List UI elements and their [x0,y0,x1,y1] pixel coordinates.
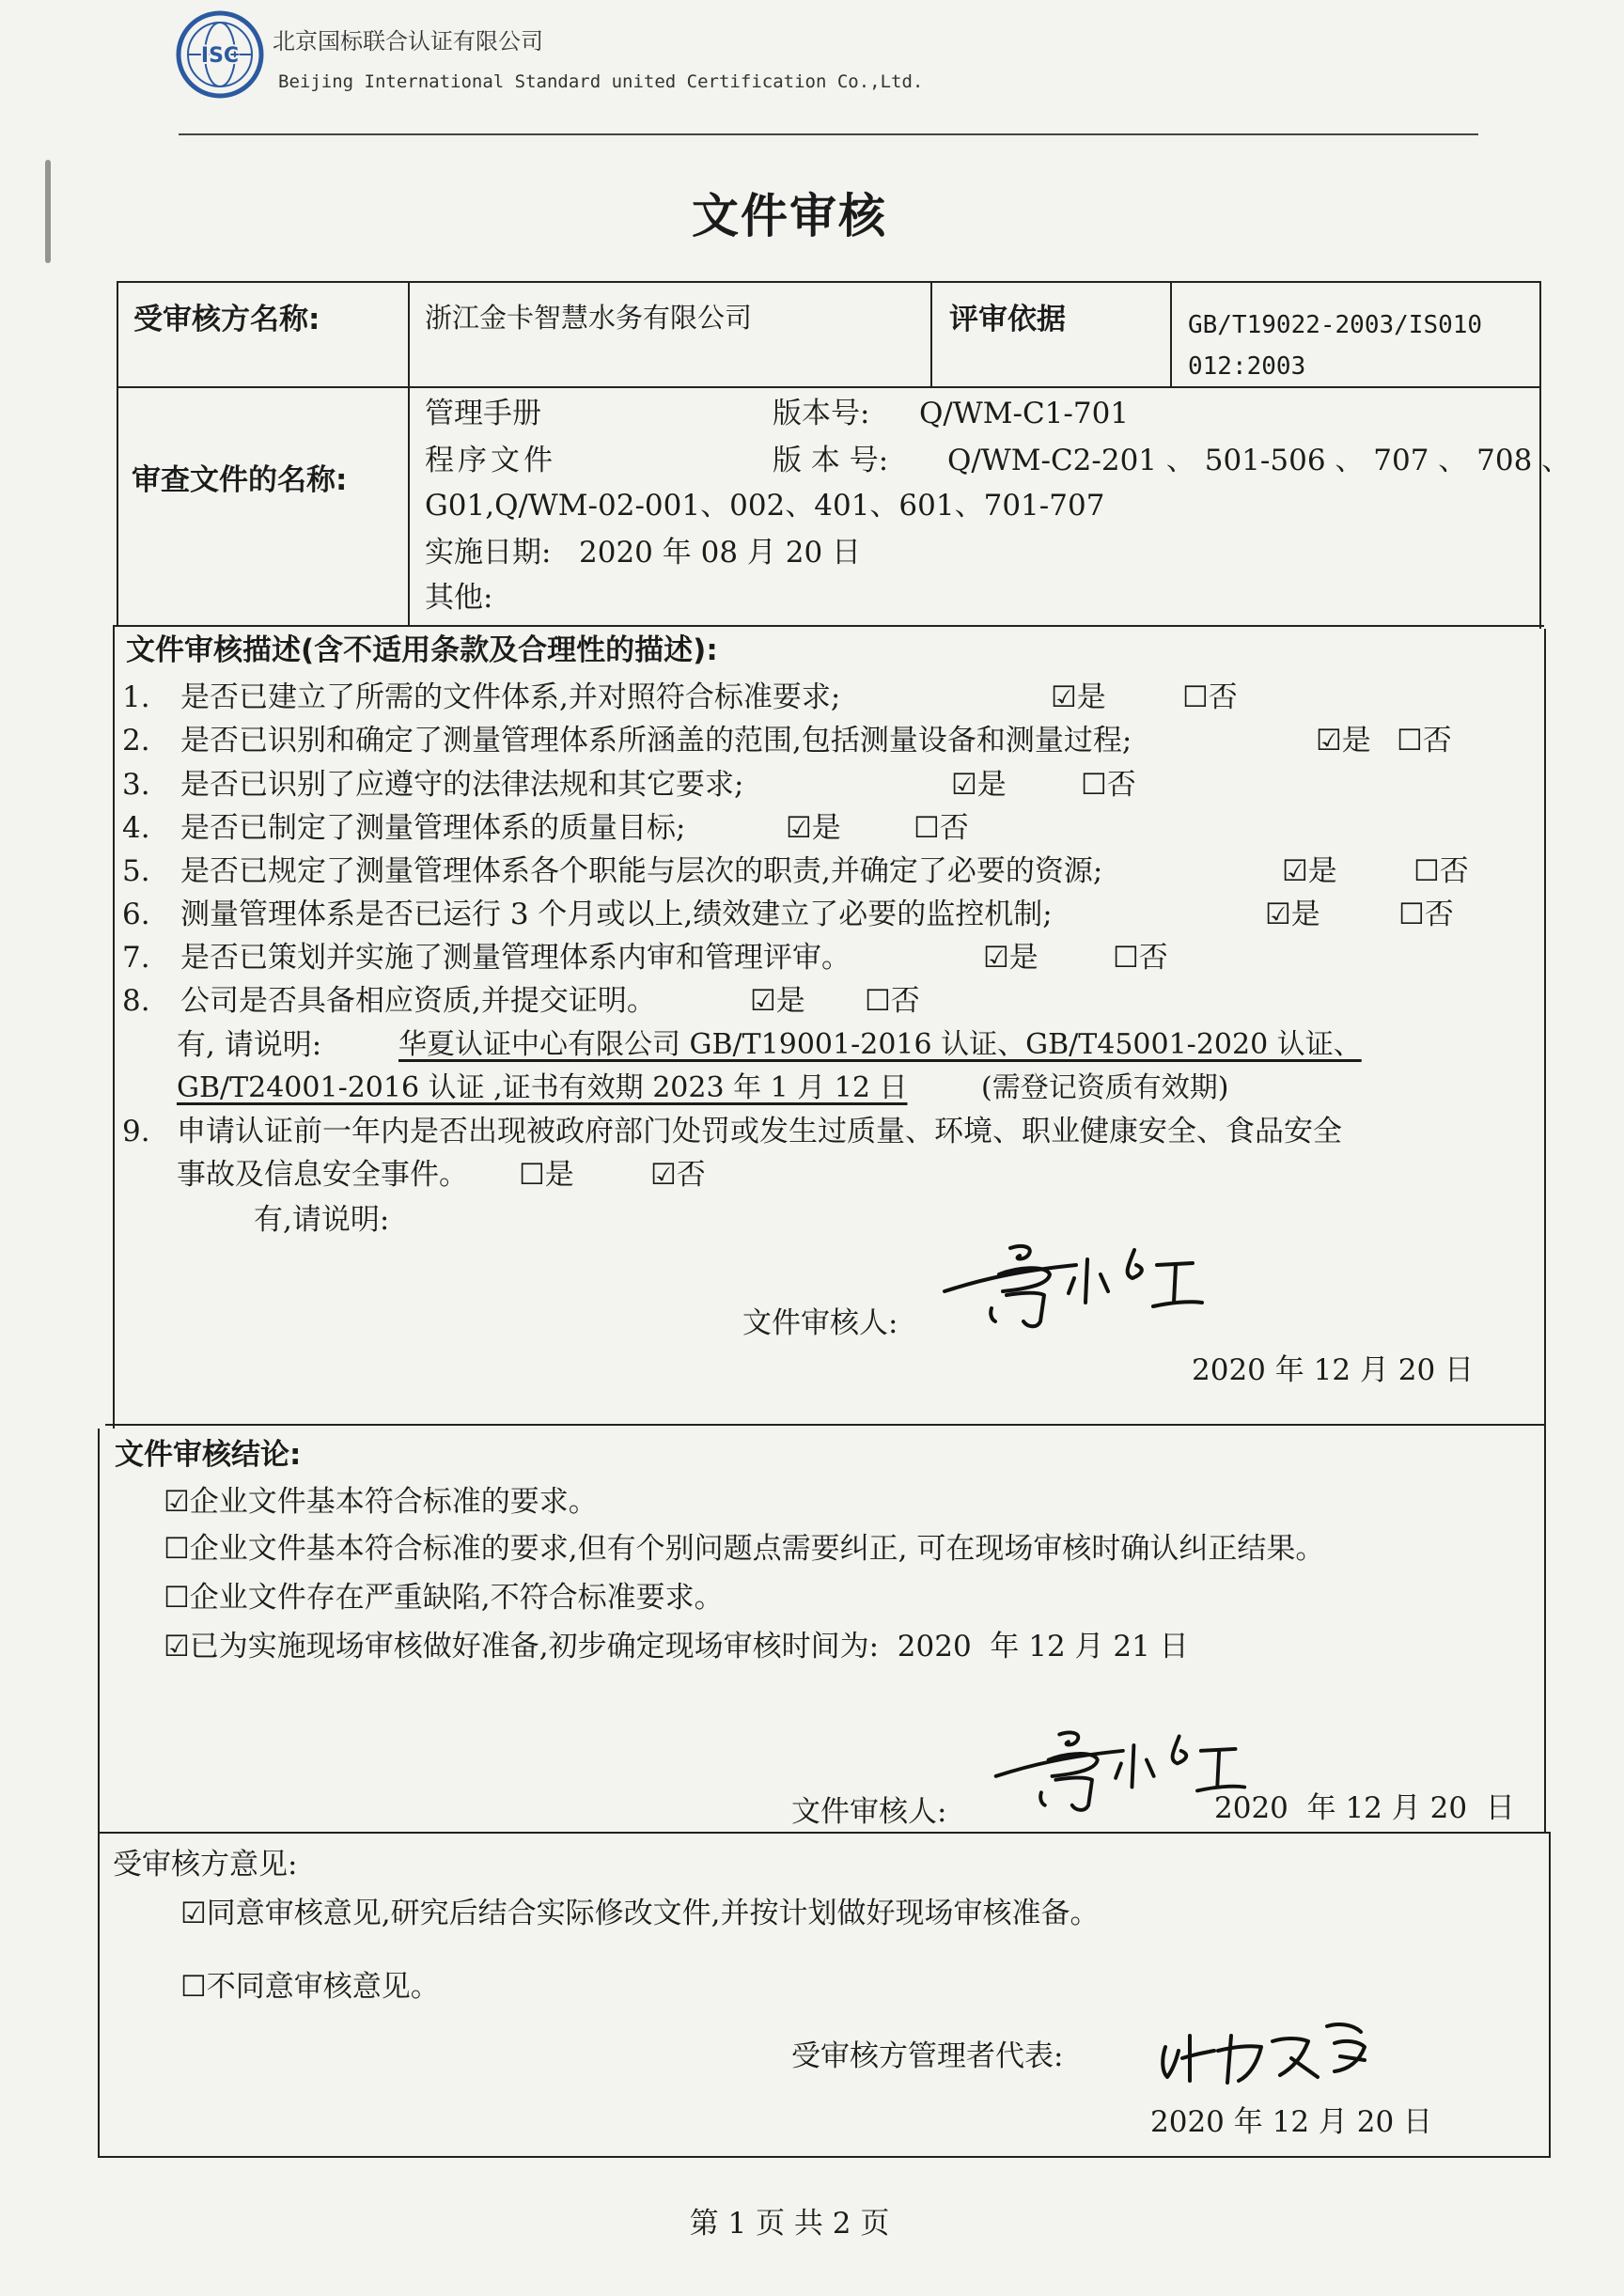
item-number: 6. [122,898,150,931]
procedure-label: 程序文件 [425,444,556,477]
header-divider [179,133,1478,135]
checkbox-no[interactable]: ☐否 [1398,898,1454,931]
review-basis-label: 评审依据 [949,303,1066,336]
manual-version-value: Q/WM-C1-701 [919,397,1130,430]
document-title: 文件审核 [692,189,887,243]
table-border-right-lower [1549,1832,1551,2156]
auditee-opinion-agree[interactable]: ☑同意审核意见,研究后结合实际修改文件,并按计划做好现场审核准备。 [180,1897,1100,1930]
effective-date: 实施日期: 2020 年 08 月 20 日 [425,536,862,570]
table-border-left-upper [117,281,118,625]
item-number: 3. [122,768,150,802]
checkbox-yes[interactable]: ☑是 [1316,724,1371,758]
reviewer-signature-2 [987,1722,1250,1825]
table-border-bottom [98,2156,1551,2158]
item9-line-2: 事故及信息安全事件。 [177,1158,468,1192]
item9-checkbox-no[interactable]: ☑否 [650,1158,706,1192]
table-border-left-lower [98,1429,100,2157]
item-text: 测量管理体系是否已运行 3 个月或以上,绩效建立了必要的监控机制; [180,898,1053,931]
auditee-opinion-heading: 受审核方意见: [113,1848,298,1882]
item-text: 公司是否具备相应资质,并提交证明。 [180,984,656,1018]
procedure-version-label: 版 本 号: [773,444,889,477]
reviewer-signature [935,1237,1208,1340]
item-text: 是否已制定了测量管理体系的质量目标; [180,811,686,845]
conclusion-option-3[interactable]: ☐企业文件存在严重缺陷,不符合标准要求。 [164,1581,724,1615]
item8-explain-label: 有, 请说明: [177,1028,322,1062]
item9-explain-label: 有,请说明: [254,1203,390,1237]
item8-explain-line-1: 华夏认证中心有限公司 GB/T19001-2016 认证、GB/T45001-2020 认证、 [398,1028,1362,1061]
auditee-name-value: 浙江金卡智慧水务有限公司 [425,302,753,334]
item9-number: 9. [122,1115,150,1148]
table-border-top [117,281,1540,283]
item-text: 是否已规定了测量管理体系各个职能与层次的职责,并确定了必要的资源; [180,854,1103,888]
manual-label: 管理手册 [425,397,541,430]
conclusion-date: 2020 年 12 月 20 日 [1214,1791,1515,1825]
documents-name-label: 审查文件的名称: [132,463,348,497]
item-number: 1. [122,680,150,714]
item-number: 5. [122,854,150,888]
auditee-name-label: 受审核方名称: [133,303,320,336]
row-divider-4 [98,1832,1550,1834]
checkbox-no[interactable]: ☐否 [1081,768,1136,802]
item8-explain-line-2: GB/T24001-2016 认证 ,证书有效期 2023 年 1 月 12 日 [177,1071,908,1104]
item-number: 4. [122,811,150,845]
checkbox-no[interactable]: ☐否 [1182,680,1238,714]
checkbox-no[interactable]: ☐否 [865,984,920,1018]
checkbox-yes[interactable]: ☑是 [983,941,1038,975]
description-date: 2020 年 12 月 20 日 [1192,1353,1475,1387]
procedure-version-value: Q/WM-C2-201 、 501-506 、 707 、 708 、 [947,444,1571,477]
item-text: 是否已策划并实施了测量管理体系内审和管理评审。 [180,941,851,975]
description-reviewer-label: 文件审核人: [742,1306,898,1340]
item9-line-1: 申请认证前一年内是否出现被政府部门处罚或发生过质量、环境、职业健康安全、食品安全 [177,1115,1342,1148]
table-border-left-middle [113,625,115,1429]
conclusion-option-2[interactable]: ☐企业文件基本符合标准的要求,但有个别问题点需要纠正, 可在现场审核时确认纠正结果。 [164,1532,1325,1566]
row-divider-1 [117,386,1540,388]
company-logo [175,9,265,100]
conclusion-option-4[interactable]: ☑已为实施现场审核做好准备,初步确定现场审核时间为: 2020 年 12 月 21 日 [164,1630,1189,1663]
checkbox-yes[interactable]: ☑是 [1265,898,1320,931]
checkbox-no[interactable]: ☐否 [1413,854,1469,888]
checkbox-no[interactable]: ☐否 [1397,724,1452,758]
item9-checkbox-yes[interactable]: ☐是 [519,1158,574,1192]
item-number: 7. [122,941,150,975]
procedure-version-continued: G01,Q/WM-02-001、002、401、601、701-707 [425,489,1105,523]
item8-explain-note: (需登记资质有效期) [981,1071,1229,1104]
checkbox-no[interactable]: ☐否 [914,811,969,845]
page-number: 第 1 页 共 2 页 [689,2207,890,2241]
review-basis-line-1: GB/T19022-2003/IS010 [1188,311,1483,339]
checkbox-yes[interactable]: ☑是 [951,768,1007,802]
checkbox-no[interactable]: ☐否 [1113,941,1168,975]
item-number: 8. [122,984,150,1018]
checkbox-yes[interactable]: ☑是 [1282,854,1337,888]
checkbox-yes[interactable]: ☑是 [786,811,841,845]
management-rep-signature [1152,2009,1378,2094]
row-divider-2 [113,625,1544,627]
item-text: 是否已识别和确定了测量管理体系所涵盖的范围,包括测量设备和测量过程; [180,724,1132,758]
auditee-opinion-date: 2020 年 12 月 20 日 [1150,2105,1433,2139]
review-basis-line-2: 012:2003 [1188,352,1306,381]
conclusion-option-1[interactable]: ☑企业文件基本符合标准的要求。 [164,1485,598,1519]
conclusion-heading: 文件审核结论: [115,1438,302,1472]
manual-version-label: 版本号: [773,397,870,430]
table-border-right-middle [1544,629,1546,1832]
company-name-en: Beijing International Standard united Certification Co.,Ltd. [278,71,924,92]
item-text: 是否已识别了应遵守的法律法规和其它要求; [180,768,744,802]
checkbox-yes[interactable]: ☑是 [750,984,805,1018]
item-text: 是否已建立了所需的文件体系,并对照符合标准要求; [180,680,841,714]
logo-text: ISC [200,44,240,68]
description-heading: 文件审核描述(含不适用条款及合理性的描述): [126,633,718,667]
col-divider-label [408,281,410,625]
other-label: 其他: [425,581,493,615]
row-divider-3 [105,1424,1545,1426]
col-divider-basis-left [930,281,932,386]
checkbox-yes[interactable]: ☑是 [1051,680,1106,714]
item-number: 2. [122,724,150,758]
management-rep-label: 受审核方管理者代表: [791,2039,1064,2073]
company-name-cn: 北京国标联合认证有限公司 [273,28,543,55]
auditee-opinion-disagree[interactable]: ☐不同意审核意见。 [180,1970,440,2004]
conclusion-reviewer-label: 文件审核人: [791,1795,947,1829]
col-divider-basis-right [1170,281,1172,386]
